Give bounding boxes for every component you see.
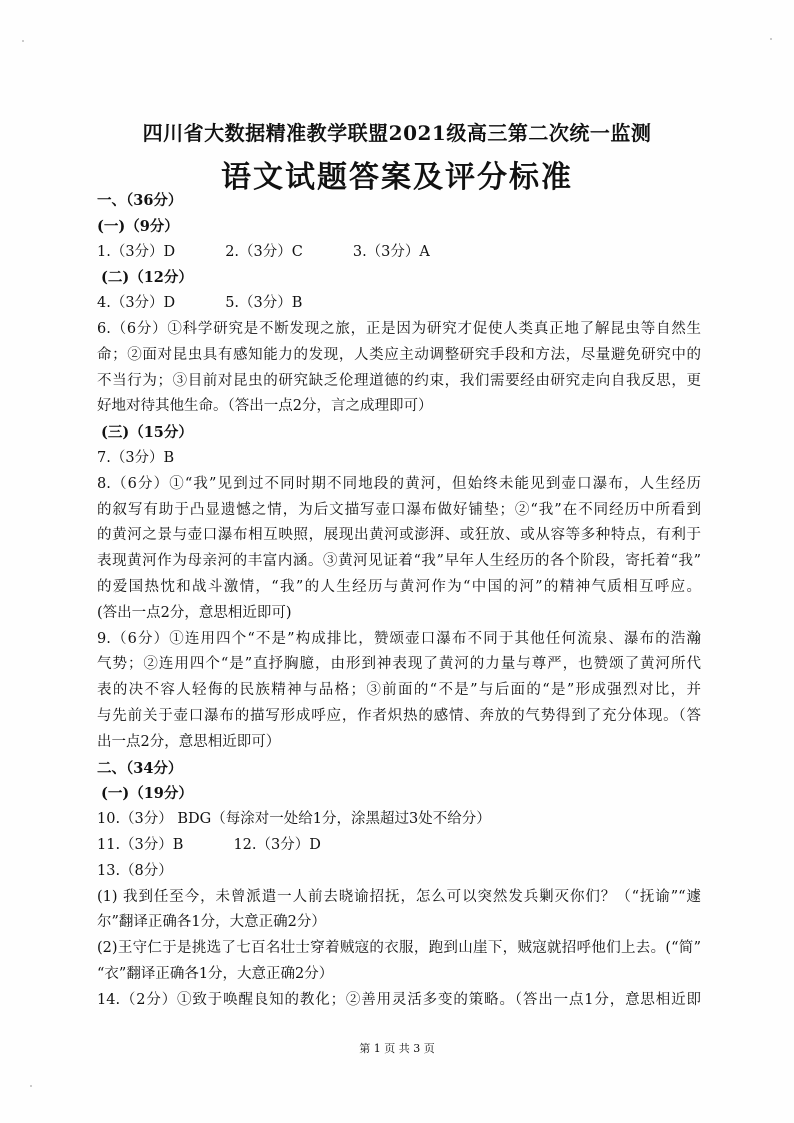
answer-text-line: (答出一点2分，意思相近即可): [97, 604, 292, 621]
answer-text-line: 8.（6分）①“我”见到过不同时期不同地段的黄河，但始终未能见到壶口瀑布，人生经历: [97, 475, 701, 492]
answer-text-line: 表的决不容人轻侮的民族精神与品格；③前面的“不是”与后面的“是”形成强烈对比，并: [97, 682, 701, 699]
answer-text-line: 气势；②连用四个“是”直抒胸臆，由形到神表现了黄河的力量与尊严，也赞颂了黄河所代: [97, 656, 701, 673]
answer-text-line: 9.（6分）①连用四个“不是”构成排比，赞颂壶口瀑布不同于其他任何流泉、瀑布的浩瀚: [97, 630, 701, 647]
page-footer: 第 1 页 共 3 页: [359, 1042, 435, 1055]
answer-row: [97, 240, 701, 266]
answer-item: 4.（3分）D: [97, 295, 176, 312]
answer-text-line: 6.（6分）①科学研究是不断发现之旅，正是因为研究才促使人类真正地了解昆虫等自然生: [97, 320, 701, 337]
answer-text-line: 的黄河之景与壶口瀑布相互映照，展现出黄河或澎湃、或狂放、或从容等多种特点，有利于: [97, 527, 701, 544]
answer-row: [97, 291, 701, 317]
answer-text-line: (2)王守仁于是挑选了七百名壮士穿着贼寇的衣服，跑到山崖下，贼寇就招呼他们上去。(“简”: [97, 940, 701, 957]
answer-item: 3.（3分）A: [352, 243, 430, 260]
answer-text-line: 不当行为；③目前对昆虫的研究缺乏伦理道德的约束，我们需要经由研究走向自我反思，更: [97, 372, 701, 389]
answer-text-line: 尔”翻译正确各1分，大意正确2分）: [97, 914, 326, 931]
answer-row: [97, 833, 701, 859]
answer-text-line: 的叙写有助于凸显遗憾之情，为后文描写壶口瀑布做好铺垫；②“我”在不同经历中所看到: [97, 501, 701, 518]
subsection-heading: (三)（15分）: [101, 424, 193, 442]
answer-content: [97, 188, 701, 1014]
answer-item: 2.（3分）C: [225, 243, 303, 260]
answer-text-line: 出一点2分，意思相近即可）: [97, 733, 281, 750]
subsection-heading: (二)（12分）: [101, 269, 193, 287]
answer-item: 5.（3分）B: [225, 295, 303, 312]
section-heading: 一、（36分）: [97, 192, 183, 209]
answer-text-line: 好地对待其他生命。（答出一点2分，言之成理即可）: [97, 398, 433, 415]
answer-text-line: 表现黄河作为母亲河的丰富内涵。③黄河见证着“我”早年人生经历的各个阶段，寄托着“我”: [97, 553, 701, 570]
subsection-heading: (一)（19分）: [101, 785, 193, 803]
answer-text-line: 14.（2分）①致于唤醒良知的教化；②善用灵活多变的策略。（答出一点1分，意思相近即: [97, 991, 701, 1008]
answer-item: 13.（8分）: [97, 862, 173, 879]
answer-text-line: 命；②面对昆虫具有感知能力的发现，人类应主动调整研究手段和方法，尽量避免研究中的: [97, 346, 701, 363]
scan-speck: [30, 1085, 32, 1087]
answer-text-line: 10.（3分） BDG（每涂对一处给1分，涂黑超过3处不给分）: [97, 811, 491, 828]
answer-item: 7.（3分）B: [97, 449, 175, 466]
document-title: 语文试题答案及评分标准: [221, 160, 573, 195]
answer-text-line: (1) 我到任至今，未曾派遣一人前去晓谕招抚，怎么可以突然发兵剿灭你们？（“抚谕”“遽: [97, 888, 701, 905]
answer-text-line: 的爱国热忱和战斗激情，“我”的人生经历与黄河作为“中国的河”的精神气质相互呼应。: [97, 578, 701, 595]
answer-item: 12.（3分）D: [233, 836, 321, 853]
answer-item: 11.（3分）B: [97, 836, 184, 853]
answer-item: 1.（3分）D: [97, 243, 176, 260]
answer-text-line: “衣”翻译正确各1分，大意正确2分）: [97, 965, 334, 982]
section-heading: 二、（34分）: [97, 759, 183, 777]
scan-speck: [22, 40, 24, 42]
subsection-heading: (一)（9分）: [97, 217, 179, 235]
exam-title: 四川省大数据精准教学联盟2021级高三第二次统一监测: [142, 121, 652, 145]
scan-speck: [770, 38, 772, 40]
answer-text-line: 与先前关于壶口瀑布的描写形成呼应，作者炽热的感情、奔放的气势得到了充分体现。（答: [97, 707, 701, 724]
